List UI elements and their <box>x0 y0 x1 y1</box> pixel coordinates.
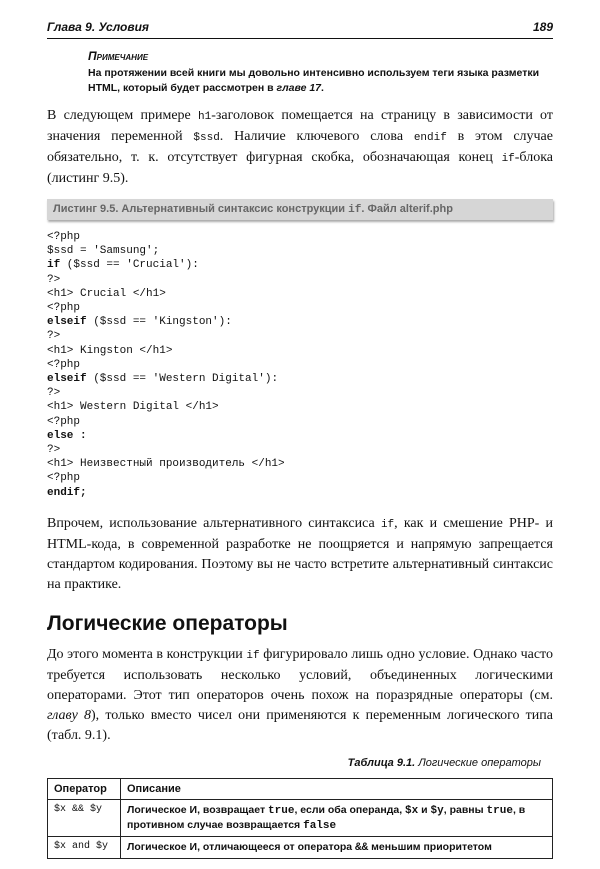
table-row <box>48 799 553 836</box>
text-segment: . Наличие ключевого слова <box>219 129 414 144</box>
header-description: Описание <box>121 778 553 799</box>
text-segment: elseif <box>47 373 87 386</box>
cell-description <box>121 836 553 858</box>
inline-code: false <box>303 819 337 832</box>
text-segment: <?php <box>47 358 81 371</box>
inline-code: true <box>268 804 295 817</box>
inline-code: endif <box>413 132 447 144</box>
paragraph-intro <box>47 106 553 189</box>
text-segment: -блока (листинг 9.5). <box>47 150 553 186</box>
code-line <box>47 471 553 485</box>
code-line <box>47 400 553 414</box>
table-caption-text: Логические операторы <box>415 756 541 769</box>
paragraph-alt-syntax <box>47 514 553 595</box>
text-segment: главе 17 <box>276 82 322 94</box>
text-segment: ?> <box>47 330 61 343</box>
text-segment: фигурировало лишь одно условие. Однако часто требуется использовать несколько условий, объединенных логическими операторами. Этот тип операторов очень похож на поразрядные операторы (см. <box>47 646 553 703</box>
text-segment: <?php <box>47 415 81 428</box>
text-segment: <h1> Kingston </h1> <box>47 344 173 357</box>
page-number: 189 <box>532 20 553 34</box>
table-row <box>48 836 553 858</box>
text-segment: <h1> Неизвестный производитель </h1> <box>47 458 285 471</box>
note-title: Примечание <box>88 49 149 63</box>
text-segment: В следующем примере <box>47 108 198 123</box>
inline-code: if <box>348 204 362 216</box>
text-segment: На протяжении всей книги мы довольно интенсивно используем теги языка разметки HTML, который будет рассмотрен в <box>88 67 540 94</box>
text-segment: , как и смешение PHP- и HTML-кода, в современной разработке не поощряется и напрямую запрещается стандартом кодирования. Поэтому вы не часто встретите альтернативный синтаксис на практике. <box>47 515 554 592</box>
code-line <box>47 415 553 429</box>
text-segment: endif; <box>47 486 87 499</box>
listing-caption <box>47 199 553 220</box>
code-line <box>47 372 553 386</box>
code-line <box>47 344 553 358</box>
text-segment: До этого момента в конструкции <box>47 646 247 662</box>
text-segment: <?php <box>47 472 81 485</box>
text-segment: $ssd = 'Samsung'; <box>47 245 160 258</box>
text-segment: <h1> Western Digital </h1> <box>47 401 219 414</box>
inline-code: && <box>355 841 369 854</box>
cell-operator: $x and $y <box>48 836 121 858</box>
chapter-title: Глава 9. Условия <box>47 20 149 34</box>
text-segment: <?php <box>47 302 81 315</box>
text-segment: ($ssd == 'Western Digital'): <box>86 373 279 386</box>
text-segment: if <box>47 259 61 272</box>
text-segment: ?> <box>47 387 61 400</box>
text-segment: , если оба операнда, <box>294 803 406 816</box>
code-line <box>47 315 553 329</box>
text-segment: Листинг 9.5. Альтернативный синтаксис конструкции <box>53 203 349 215</box>
table-caption <box>47 756 553 770</box>
text-segment: главу 8 <box>47 707 92 723</box>
code-line <box>47 443 553 457</box>
text-segment: . <box>321 82 324 94</box>
section-heading: Логические операторы <box>47 611 288 635</box>
text-segment: Впрочем, использование альтернативного синтаксиса <box>47 515 381 531</box>
text-segment: <?php <box>47 231 81 243</box>
code-listing <box>47 230 553 500</box>
inline-code: h1 <box>197 111 212 123</box>
text-segment: Логическое И, отличающееся от оператора <box>127 840 356 853</box>
note-text <box>88 66 553 96</box>
code-line <box>47 230 553 244</box>
running-header <box>47 20 553 39</box>
text-segment: в этом случае обязательно, т. к. отсутствует фигурная скобка, обозначающая конец <box>47 129 553 165</box>
code-line <box>47 486 553 500</box>
code-line <box>47 258 553 272</box>
text-segment: ($ssd == 'Crucial'): <box>60 259 199 272</box>
text-segment: <h1> Crucial </h1> <box>47 287 166 300</box>
text-segment: ), только вместо чисел они применяются к переменным логического типа (табл. 9.1). <box>47 707 553 743</box>
text-segment: ?> <box>47 273 61 286</box>
cell-operator: $x && $y <box>48 799 121 836</box>
text-segment: , равны <box>443 803 487 816</box>
text-segment: else : <box>47 429 87 442</box>
operators-table <box>47 778 553 859</box>
text-segment: и <box>418 803 431 816</box>
note-box <box>88 49 553 96</box>
code-line <box>47 429 553 443</box>
text-segment: , в противном случае возвращается <box>127 803 526 831</box>
text-segment: . Файл alterif.php <box>361 203 453 215</box>
inline-code: $ssd <box>193 132 220 144</box>
inline-code: $x <box>405 804 419 817</box>
table-caption-number: Таблица 9.1. <box>347 756 416 769</box>
inline-code: $y <box>430 804 444 817</box>
cell-description <box>121 799 553 836</box>
code-line <box>47 329 553 343</box>
header-operator: Оператор <box>48 778 121 799</box>
code-line <box>47 244 553 258</box>
table-header-row <box>48 778 553 799</box>
code-line <box>47 273 553 287</box>
text-segment: Логическое И, возвращает <box>127 803 269 816</box>
text-segment: ($ssd == 'Kingston'): <box>86 316 232 329</box>
inline-code: if <box>380 518 395 531</box>
code-line <box>47 301 553 315</box>
code-line <box>47 287 553 301</box>
code-line <box>47 386 553 400</box>
code-line <box>47 358 553 372</box>
paragraph-logical <box>47 645 553 746</box>
text-segment: elseif <box>47 316 87 329</box>
code-line <box>47 457 553 471</box>
inline-code: if <box>501 153 515 165</box>
text-segment: ?> <box>47 444 61 457</box>
inline-code: if <box>246 649 260 662</box>
text-segment: меньшим приоритетом <box>368 840 492 853</box>
text-segment: -заголовок помещается на страницу в зависимости от значения переменной <box>47 108 553 144</box>
inline-code: true <box>486 804 513 817</box>
